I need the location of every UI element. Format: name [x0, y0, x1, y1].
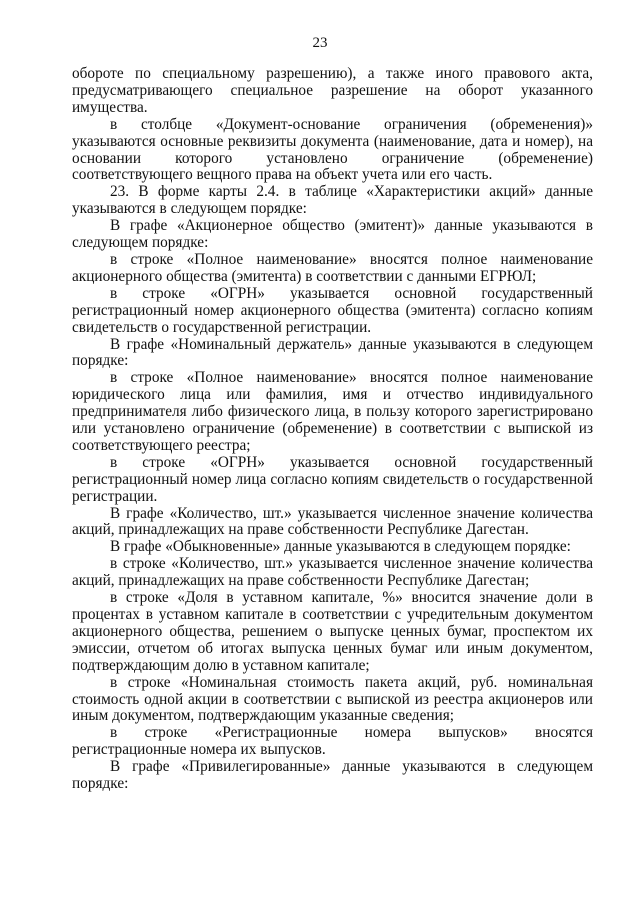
- document-body: [72, 66, 593, 793]
- paragraph: в строке «Номинальная стоимость пакета акций, руб. номинальная стоимость одной акции в соответствии с выпиской из реестра акционеров или иным документом, подтверждающим указанные сведения;: [72, 673, 593, 725]
- paragraph: в строке «Регистрационные номера выпусков» вносятся регистрационные номера их выпусков.: [72, 724, 593, 759]
- paragraph: в строке «Количество, шт.» указывается численное значение количества акций, принадлежащих на праве собственности Республике Дагестан;: [72, 555, 593, 590]
- paragraph: в строке «Полное наименование» вносятся полное наименование акционерного общества (эмитента) в соответствии с данными ЕГРЮЛ;: [72, 250, 593, 285]
- paragraph: В графе «Количество, шт.» указывается численное значение количества акций, принадлежащих на праве собственности Республике Дагестан.: [72, 504, 593, 539]
- paragraph: В графе «Акционерное общество (эмитент)» данные указываются в следующем порядке:: [72, 217, 593, 252]
- paragraph: 23. В форме карты 2.4. в таблице «Характеристики акций» данные указываются в следующем порядке:: [72, 183, 593, 218]
- page-number: 23: [312, 35, 328, 51]
- paragraph: В графе «Номинальный держатель» данные указываются в следующем порядке:: [72, 335, 593, 370]
- paragraph: в строке «ОГРН» указывается основной государственный регистрационный номер акционерного общества (эмитента) согласно копиям свидетельств о государственной регистрации.: [72, 284, 593, 336]
- paragraph: В графе «Привилегированные» данные указываются в следующем порядке:: [72, 758, 593, 793]
- paragraph: в строке «ОГРН» указывается основной государственный регистрационный номер лица согласно копиям свидетельств о государственной регистрации.: [72, 453, 593, 505]
- paragraph: в столбце «Документ-основание ограничения (обременения)» указываются основные реквизиты документа (наименование, дата и номер), на основании которого установлено ограничение (обременение) соответствующего вещного права на объект учета или его часть.: [72, 115, 593, 184]
- paragraph: в строке «Доля в уставном капитале, %» вносится значение доли в процентах в уставном капитале в соответствии с учредительным документом акционерного общества, решением о выпуске ценных бумаг, проспектом их эмиссии, отчетом об итогах выпуска ценных бумаг или иным документом, подтверждающим долю в уставном капитале;: [72, 589, 593, 674]
- paragraph: обороте по специальному разрешению), а также иного правового акта, предусматривающего специальное разрешение на оборот указанного имущества.: [72, 65, 593, 116]
- paragraph: В графе «Обыкновенные» данные указываются в следующем порядке:: [110, 538, 571, 556]
- paragraph: в строке «Полное наименование» вносятся полное наименование юридического лица или фамилия, имя и отчество индивидуального предпринимателя либо физического лица, в пользу которого зарегистрировано или установлено ограничение (обременение) в соответствии с выпиской из соответствующего реестра;: [72, 369, 593, 454]
